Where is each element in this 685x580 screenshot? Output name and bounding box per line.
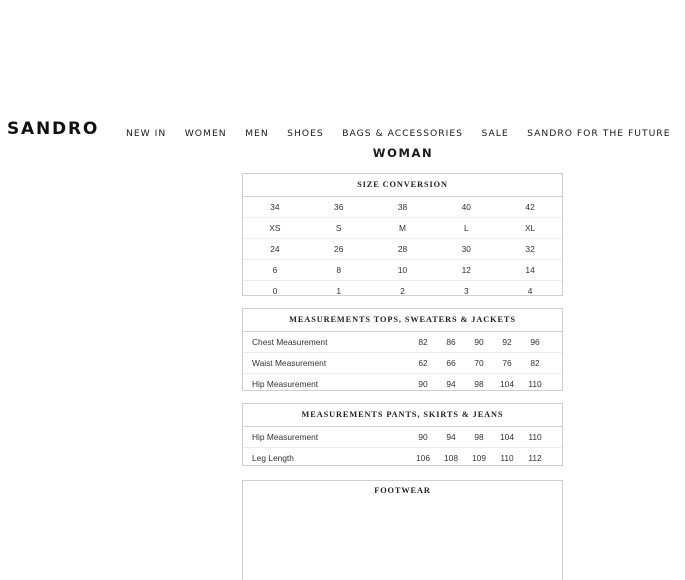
footwear-table bbox=[242, 480, 563, 580]
table-cell: L bbox=[463, 223, 469, 233]
table-title: FOOTWEAR bbox=[374, 486, 431, 495]
brand-logo[interactable]: SANDRO bbox=[7, 119, 100, 139]
nav-item-women[interactable]: WOMEN bbox=[184, 128, 227, 139]
table-cell: 104 bbox=[500, 432, 514, 442]
table-cell: 3 bbox=[463, 286, 469, 296]
table-cell: 112 bbox=[528, 453, 542, 463]
table-cell: 108 bbox=[444, 453, 458, 463]
table-cell: 4 bbox=[527, 286, 533, 296]
table-row bbox=[243, 353, 562, 374]
table-cell: 6 bbox=[272, 265, 278, 275]
table-cell: 110 bbox=[528, 379, 542, 389]
table-title: MEASUREMENTS PANTS, SKIRTS & JEANS bbox=[243, 404, 562, 427]
row-label: Hip Measurement bbox=[252, 432, 319, 442]
table-cell: 110 bbox=[528, 432, 542, 442]
table-cell: 106 bbox=[416, 453, 430, 463]
table-title: MEASUREMENTS TOPS, SWEATERS & JACKETS bbox=[243, 309, 562, 332]
table-cell: 90 bbox=[474, 337, 484, 347]
table-cell: 94 bbox=[446, 432, 456, 442]
table-row bbox=[243, 281, 562, 301]
table-cell: 76 bbox=[502, 358, 512, 368]
table-cell: 98 bbox=[474, 432, 484, 442]
row-label: Chest Measurement bbox=[252, 337, 328, 347]
nav-item-sandro-for-the-future[interactable]: SANDRO FOR THE FUTURE bbox=[527, 128, 671, 139]
nav-item-men[interactable]: MEN bbox=[245, 128, 269, 139]
table-row bbox=[243, 448, 562, 468]
table-cell: 12 bbox=[461, 265, 471, 275]
table-cell: 1 bbox=[336, 286, 342, 296]
table-row bbox=[243, 374, 562, 394]
page-title: WOMAN bbox=[372, 146, 434, 160]
table-cell: 10 bbox=[397, 265, 408, 275]
table-cell: 2 bbox=[400, 286, 405, 296]
table-cell: XL bbox=[524, 223, 536, 233]
table-cell: 94 bbox=[446, 379, 456, 389]
table-cell: 98 bbox=[474, 379, 484, 389]
table-cell: 66 bbox=[446, 358, 456, 368]
table-cell: 14 bbox=[525, 265, 535, 275]
table-row bbox=[243, 197, 562, 218]
table-cell: 38 bbox=[397, 202, 408, 212]
table-row bbox=[243, 239, 562, 260]
pants-measurements-table bbox=[242, 403, 563, 466]
nav-item-new-in[interactable]: NEW IN bbox=[126, 128, 167, 139]
table-cell: 42 bbox=[525, 202, 535, 212]
nav-item-sale[interactable]: SALE bbox=[481, 128, 509, 139]
table-cell: 32 bbox=[525, 244, 535, 254]
table-cell: 40 bbox=[461, 202, 471, 212]
row-label: Leg Length bbox=[252, 453, 294, 463]
table-cell: 24 bbox=[270, 244, 280, 254]
table-cell: 28 bbox=[397, 244, 408, 254]
table-cell: M bbox=[399, 223, 406, 233]
table-cell: 70 bbox=[474, 358, 484, 368]
table-cell: 36 bbox=[334, 202, 344, 212]
table-row bbox=[243, 332, 562, 353]
table-cell: XS bbox=[269, 223, 281, 233]
table-cell: 96 bbox=[530, 337, 540, 347]
table-cell: 90 bbox=[418, 379, 428, 389]
table-row bbox=[243, 427, 562, 448]
table-cell: 34 bbox=[270, 202, 280, 212]
table-cell: 92 bbox=[502, 337, 512, 347]
nav-item-shoes[interactable]: SHOES bbox=[287, 128, 324, 139]
tops-measurements-table bbox=[242, 308, 563, 391]
table-cell: 82 bbox=[418, 337, 428, 347]
table-cell: 90 bbox=[418, 432, 428, 442]
row-label: Waist Measurement bbox=[252, 358, 327, 368]
main-nav bbox=[126, 123, 671, 141]
row-label: Hip Measurement bbox=[252, 379, 319, 389]
table-cell: 82 bbox=[530, 358, 540, 368]
table-row bbox=[243, 260, 562, 281]
table-cell: 104 bbox=[500, 379, 514, 389]
table-cell: 30 bbox=[461, 244, 471, 254]
table-cell: 110 bbox=[500, 453, 514, 463]
table-cell: 86 bbox=[446, 337, 456, 347]
table-cell: S bbox=[335, 223, 342, 233]
nav-item-bags-accessories[interactable]: BAGS & ACCESSORIES bbox=[342, 128, 463, 139]
table-cell: 62 bbox=[418, 358, 428, 368]
table-cell: 8 bbox=[336, 265, 342, 275]
table-cell: 26 bbox=[334, 244, 344, 254]
table-title: SIZE CONVERSION bbox=[243, 174, 562, 197]
table-cell: 109 bbox=[472, 453, 486, 463]
table-cell: 0 bbox=[272, 286, 278, 296]
size-conversion-table bbox=[242, 173, 563, 296]
table-row bbox=[243, 218, 562, 239]
